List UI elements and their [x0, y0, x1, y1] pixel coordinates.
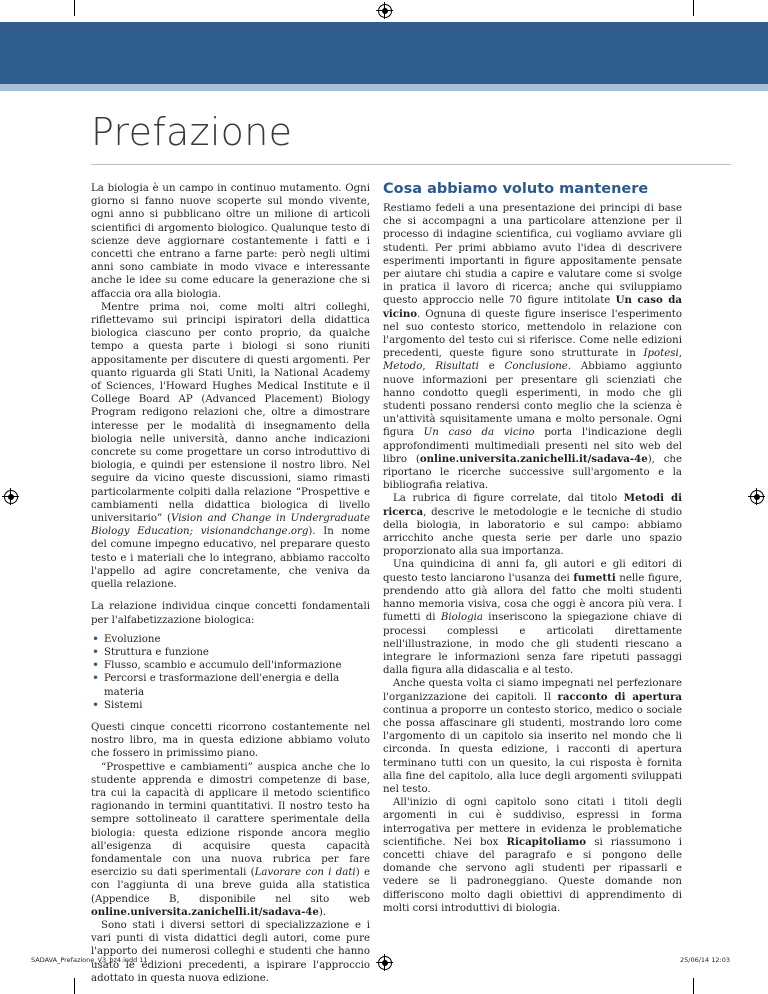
- right-column: [383, 180, 682, 915]
- paragraph: Sono stati i diversi settori di specializzazione e i vari punti di vista didattici degli autori, come pure l'apporto dei numerosi colleghi e studenti che hanno usato le edizioni precedenti, a ispirare l'approccio adottato in questa nuova edizione.: [91, 919, 370, 984]
- registration-mark-icon: [378, 4, 392, 18]
- list-item: • Sistemi: [91, 699, 370, 712]
- paragraph: “Prospettive e cambiamenti” auspica anche che lo studente apprenda e dimostri competenze di base, tra cui la capacità di applicare il metodo scientifico ragionando in termini quantitativi. Il nostro testo ha sempre sottolineato il carattere sperimentale della biologia: questa edizione risponde ancora meglio all'esigenza di acquisire questa capacità fondamentale con una nuova rubrica per fare esercizio su dati sperimentali (Lavorare con i dati) e con l'aggiunta di una breve guida alla statistica (Appendice B, disponibile nel sito web online.universita.zanichelli.it/sadava-4e).: [91, 761, 371, 918]
- paragraph: La relazione individua cinque concetti fondamentali per l'alfabetizzazione biologica:: [91, 601, 370, 626]
- list-item: • Percorsi e trasformazione dell'energia e della materia: [91, 672, 370, 698]
- paragraph: La biologia è un campo in continuo mutamento. Ogni giorno si fanno nuove scoperte sul mondo vivente, ogni anno si pubblicano oltre un milione di articoli scientifici di argomento biologico. Qualunque testo di scienze deve aggiornare costantemente i fatti e i concetti che entrano a farne parte: però negli ultimi anni sono cambiate in modo vivace e interessante anche le idee su come educare la generazione che si affaccia ora alla biologia.: [91, 183, 370, 300]
- crop-mark: [693, 978, 694, 994]
- paragraph: La rubrica di figure correlate, dal titolo Metodi di ricerca, descrive le metodologie e le tecniche di studio della biologia, in laboratorio e sul campo: abbiamo arricchito anche questa serie per darle uno spazio proporzionato alla sua importanza.: [383, 492, 682, 558]
- paragraph: All'inizio di ogni capitolo sono citati i titoli degli argomenti in cui è suddiviso, espressi in forma interrogativa per mettere in evidenza le problematiche scientifiche. Nei box Ricapitoliamo si riassumono i concetti chiave del paragrafo e si pongono delle domande che servono agli studenti per ripassarli e vedere se li padroneggiano. Queste domande non differiscono molto dagli obiettivi di apprendimento di molti corsi introduttivi di biologia.: [383, 797, 683, 914]
- list-item: • Struttura e funzione: [91, 646, 370, 659]
- list-item: • Evoluzione: [91, 633, 370, 646]
- concept-list: [91, 633, 370, 712]
- section-heading: Cosa abbiamo voluto mantenere: [383, 181, 649, 197]
- paragraph: Questi cinque concetti ricorrono costantemente nel nostro libro, ma in questa edizione abbiamo voluto che fossero in primissimo piano.: [91, 721, 370, 760]
- paragraph: Una quindicina di anni fa, gli autori e gli editori di questo testo lanciarono l'usanza dei fumetti nelle figure, prendendo atto già allora del fatto che molti studenti hanno memoria visiva, cosa che oggi è ancora più vera. I fumetti di Biologia inseriscono la spiegazione chiave di processi complessi e articolati direttamente nell'illustrazione, in modo che gli studenti riescano a integrare le informazioni senza fare ripetuti passaggi dalla figura alla didascalia e al testo.: [383, 559, 682, 677]
- footer-date: 25/06/14 12:03: [680, 956, 730, 964]
- header-band-accent: [0, 84, 768, 91]
- paragraph: Restiamo fedeli a una presentazione dei principi di base che si accompagni a una particolare attenzione per il processo di indagine scientifica, cui vogliamo avviare gli studenti. Per primi abbiamo avuto l'idea di descrivere esperimenti importanti in figure appositamente pensate per aiutare chi studia a capire e valutare come si svolge in pratica il lavoro di ricerca; anche qui sviluppiamo questo approccio nelle 70 figure intitolate Un caso da vicino. Ognuna di queste figure inserisce l'esperimento nel suo contesto storico, mettendolo in relazione con l'argomento del testo cui si riferisce. Come nelle edizioni precedenti, queste figure sono strutturate in Ipotesi, Metodo, Risultati e Conclusione. Abbiamo aggiunto nuove informazioni per presentare gli scienziati che hanno condotto quegli esperimenti, in modo che gli studenti possano rendersi conto meglio che la scienza è un'attività squisitamente umana e molto personale. Ogni figura Un caso da vicino porta l'indicazione degli approfondimenti multimediali presenti nel sito web del libro (online.universita.zanichelli.it/sadava-4e), che riportano le ricerche successive sull'argomento e la bibliografia relativa.: [383, 203, 682, 492]
- title-divider: [91, 164, 731, 165]
- paragraph: Mentre prima noi, come molti altri colleghi, riflettevamo sui principi ispiratori della didattica biologica ciascuno per conto proprio, da qualche tempo a questa parte i biologi si sono riuniti appositamente per discutere di questi argomenti. Per quanto riguarda gli Stati Uniti, la National Academy of Sciences, l'Howard Hughes Medical Institute e il College Board AP (Advanced Placement) Biology Program redigono relazioni che, oltre a dimostrare interesse per le modalità di insegnamento della biologia nelle università, danno anche indicazioni concrete su come progettare un corso introduttivo di biologia, e quindi per estensione il nostro libro. Nel seguire da vicino queste discussioni, siamo rimasti particolarmente colpiti dalla relazione “Prospettive e cambiamenti nella didattica biologica di livello universitario” (Vision and Change in Undergraduate Biology Education; visionandchange.org). In nome del comune impegno educativo, nel preparare questo testo e i materiali che lo integrano, abbiamo raccolto l'appello ad agire concretamente, che veniva da quella relazione.: [91, 301, 370, 591]
- crop-mark: [693, 0, 694, 16]
- registration-mark-icon: [4, 490, 18, 504]
- registration-mark-icon: [378, 956, 392, 970]
- footer-filename: SADAVA_Prefazione_V3_bz4.indd 11: [31, 956, 148, 964]
- page-title: Prefazione: [91, 110, 293, 154]
- crop-mark: [74, 0, 75, 16]
- registration-mark-icon: [750, 490, 764, 504]
- list-item: • Flusso, scambio e accumulo dell'informazione: [91, 659, 370, 672]
- header-band: [0, 22, 768, 84]
- paragraph: Anche questa volta ci siamo impegnati nel perfezionare l'organizzazione dei capitoli. Il racconto di apertura continua a proporre un contesto storico, medico o sociale che possa affascinare gli studenti, mostrando loro come l'argomento di un capitolo sia inserito nel mondo che li circonda. In questa edizione, i racconti di apertura terminano tutti con un quesito, la cui risposta è fornita alla fine del capitolo, alla luce degli argomenti sviluppati nel testo.: [383, 678, 682, 795]
- crop-mark: [74, 978, 75, 994]
- left-column: [91, 182, 370, 985]
